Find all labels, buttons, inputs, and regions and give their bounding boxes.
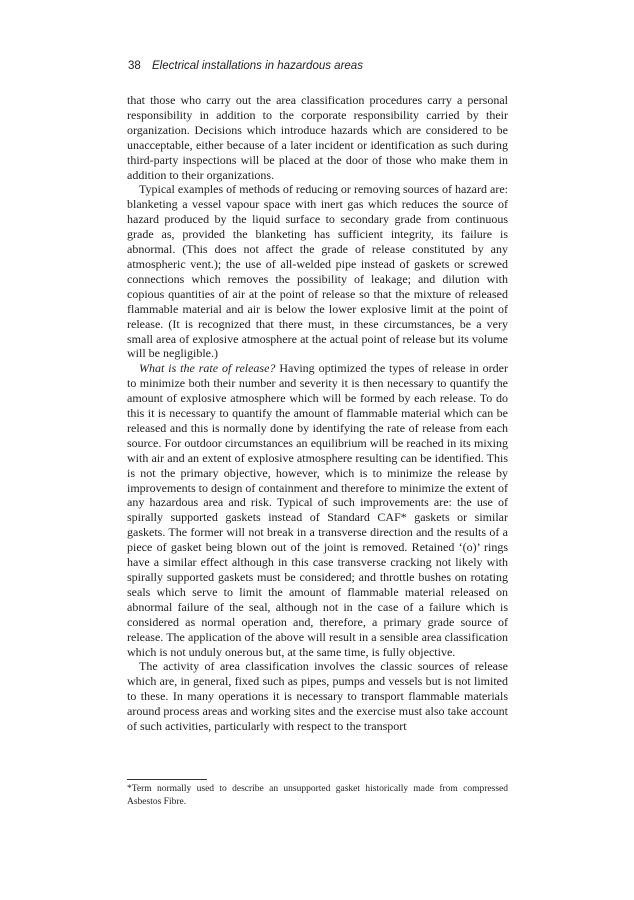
paragraph-rate-of-release [127, 361, 508, 659]
running-title: Electrical installations in hazardous areas [152, 60, 363, 72]
footnote-divider [127, 779, 207, 780]
running-header [128, 60, 363, 72]
footnote: *Term normally used to describe an unsupported gasket historically made from compressed Asbestos Fibre. [127, 784, 508, 807]
body-text [127, 93, 508, 734]
paragraph-rate-of-release-body: Having optimized the types of release in order to minimize both their number and severity it is then necessary to quantify the amount of explosive atmosphere which will be formed by each release. To do this it is necessary to quantify the amount of flammable material which can be released and this is normally done by identifying the rate of release from each source. For outdoor circumstances an equilibrium will be reached in its mixing with air and an extent of explosive atmosphere resulting can be identified. This is not the primary objective, however, which is to minimize the release by improvements to design of containment and therefore to minimize the extent of any hazardous area and risk. Typical of such improvements are: the use of spirally supported gaskets instead of Standard CAF* gaskets or similar gaskets. The former will not break in a transverse direction and the results of a piece of gasket being blown out of the joint is removed. Retained ‘(o)’ rings have a similar effect although in this case transverse cracking not likely with spirally supported gaskets must be considered; and throttle bushes on rotating seals which serve to limit the amount of flammable material released on abnormal failure of the seal, although not in the case of a failure which is considered as normal operation and, therefore, a primary grade source of release. The application of the above will result in a sensible area classification which is not unduly onerous but, at the same time, is fully objective. [127, 361, 508, 659]
page-number: 38 [128, 60, 141, 72]
paragraph-continuation: that those who carry out the area classification procedures carry a personal responsibility in addition to the corporate responsibility carried by their organization. Decisions which introduce hazards which are considered to be unacceptable, either because of a later incident or identification as such during third-party inspections will be placed at the door of those who make them in addition to their organizations. [127, 93, 508, 182]
run-in-heading: What is the rate of release? [139, 361, 276, 376]
paragraph-hazard-reduction: Typical examples of methods of reducing or removing sources of hazard are: blanketing a vessel vapour space with inert gas which reduces the source of hazard produced by the liquid surface to secondary grade from continuous grade as, provided the blanketing has sufficient integrity, its failure is abnormal. (This does not affect the grade of release constituted by any atmospheric vent.); the use of all-welded pipe instead of gaskets or screwed connections which removes the possibility of leakage; and dilution with copious quantities of air at the point of release so that the mixture of released flammable material and air is below the lower explosive limit at the point of release. (It is recognized that there must, in these circumstances, be a very small area of explosive atmosphere at the actual point of release but its volume will be negligible.) [127, 182, 508, 361]
paragraph-area-classification: The activity of area classification involves the classic sources of release which are, in general, fixed such as pipes, pumps and vessels but is not limited to these. In many operations it is necessary to transport flammable materials around process areas and working sites and the exercise must also take account of such activities, particularly with respect to the transport [127, 659, 508, 734]
